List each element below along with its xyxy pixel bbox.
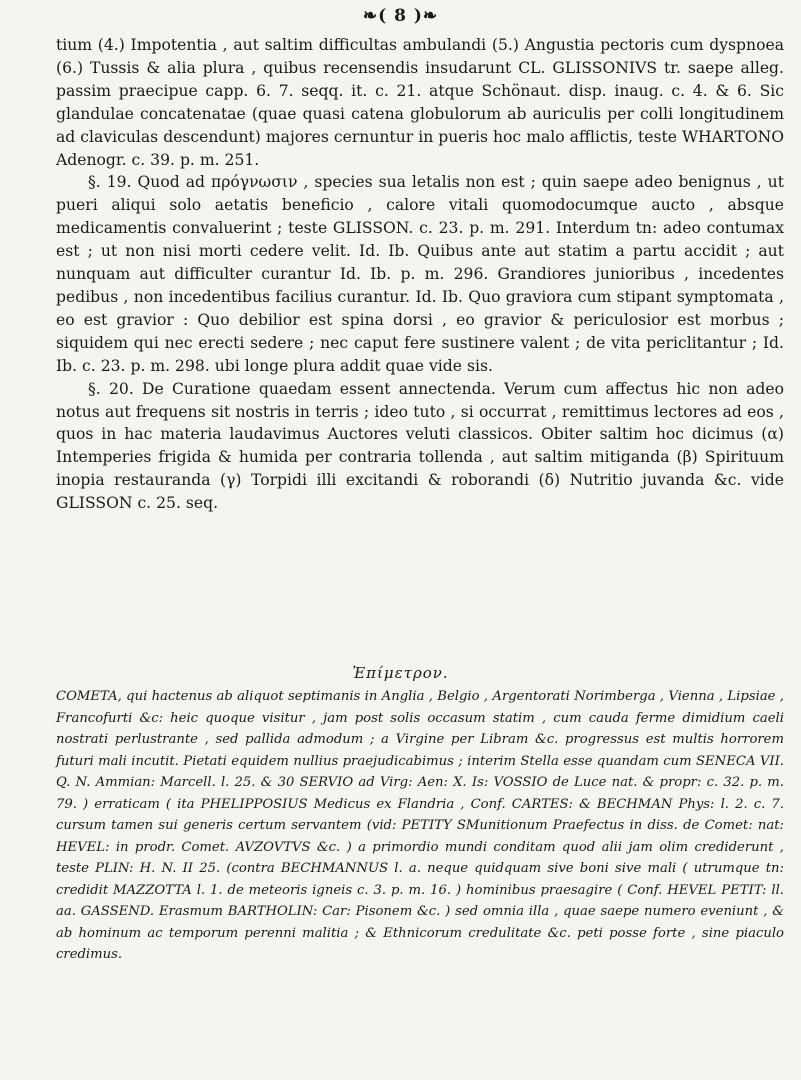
appendix-comet-note: COMETA, qui hactenus ab aliquot septimanis in Anglia , Belgio , Argentorati Norimberga , Vienna , Lipsiae , Francofurti &c: heic quoque visitur , jam post solis occasum statim , cum cauda ferme dimidium caeli nostrati perlustrante , sed pallida admodum ; a Virgine per Libram &c. progressus est multis horrorem futuri mali incutit. Pietati equidem nullius praejudicabimus ; interim Stella esse quandam cum SENECA VII. Q. N. Ammian: Marcell. l. 25. & 30 SERVIO ad Virg: Aen: X. Is: VOSSIO de Luce nat. & propr: c. 32. p. m. 79. ) erraticam ( ita PHELIPPOSIUS Medicus ex Flandria , Conf. CARTES: & BECHMAN Phys: l. 2. c. 7. cursum tamen sui generis certum servantem (vid: PETITY SMunitionum Praefectus in diss. de Comet: nat: HEVEL: in prodr. Comet. AVZOVTVS &c. ) a primordio mundi conditam quod alii jam olim crediderunt , teste PLIN: H. N. II 25. (contra BECHMANNUS l. a. neque quidquam sive boni sive mali ( utrumque tn: credidit MAZZOTTA l. 1. de meteoris igneis c. 3. p. m. 16. ) hominibus praesagire ( Conf. HEVEL PETIT: ll. aa. GASSEND. Erasmum BARTHOLIN: Car: Pisonem &c. ) sed omnia illa , quae saepe numero eveniunt , & ab hominum ac temporum perenni malitia ; & Ethnicorum credulitate &c. peti posse forte , sine piaculo credimus. bbox=[56, 689, 784, 962]
paragraph-cure: §. 20. De Curatione quaedam essent annectenda. Verum cum affectus hic non adeo notus aut frequens sit nostris in terris ; ideo tuto , si occurrat , remittimus lectores ad eos , quos in hac materia laudavimus Auctores veluti classicos. Obiter saltim hoc dicimus (α) Intemperies frigida & humida per contraria tollenda , aut saltim mitiganda (β) Spirituum inopia restauranda (γ) Torpidi illi excitandi & roborandi (δ) Nutritio juvanda &c. vide GLISSON c. 25. seq. bbox=[56, 379, 784, 513]
main-text bbox=[56, 34, 784, 515]
paragraph-symptoms: tium (4.) Impotentia , aut saltim difficultas ambulandi (5.) Angustia pectoris cum dyspnoea (6.) Tussis & alia plura , quibus recensendis insudarunt CL. GLISSONIVS tr. saepe alleg. passim praecipue capp. 6. 7. seqq. it. c. 21. atque Schönaut. disp. inaug. c. 4. & 6. Sic glandulae concatenatae (quae quasi catena globulorum ab auriculis per colli longitudinem ad claviculas descendunt) majores cernuntur in pueris hoc malo afflictis, teste WHARTONO Adenogr. c. 39. p. m. 251. bbox=[56, 36, 784, 169]
page-number: ❧( 8 )❧ bbox=[362, 6, 439, 26]
paragraph-prognosis: §. 19. Quod ad πρόγνωσιν , species sua letalis non est ; quin saepe adeo benignus , ut pueri aliqui solo aetatis beneficio , calore vitali quomodocumque aucto , absque medicamentis convaluerint ; teste GLISSON. c. 23. p. m. 291. Interdum tn: adeo contumax est ; ut non nisi morti cedere velit. Id. Ib. Quibus ante aut statim a partu accidit ; aut nunquam aut difficulter curantur Id. Ib. p. m. 296. Grandiores junioribus , incedentes pedibus , non incedentibus facilius curantur. Id. Ib. Quo graviora cum stipant symptomata , eo est gravior : Quo debilior est spina dorsi , eo gravior & periculosior est morbus ; siquidem qui nec erecti sedere ; nec caput fere sustinere valent ; de vita periclitantur ; Id. Ib. c. 23. p. m. 298. ubi longe plura addit quae vide sis. bbox=[56, 173, 784, 375]
appendix-heading: Ἐπίμετρον. bbox=[352, 664, 449, 682]
